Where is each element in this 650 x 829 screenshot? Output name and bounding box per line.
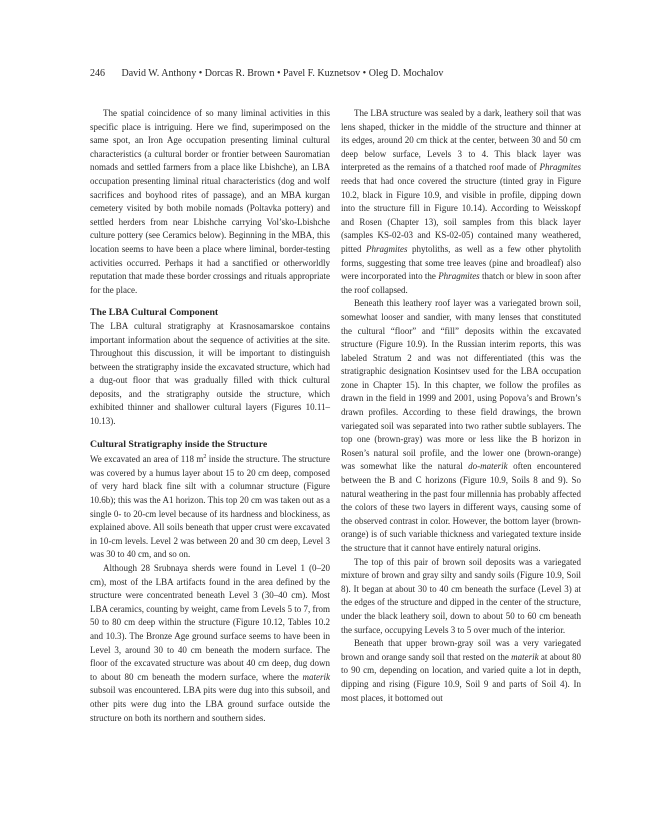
section-heading: Cultural Stratigraphy inside the Structure	[90, 438, 268, 450]
paragraph: We excavated an area of 118 $m^2$ inside the structure. The structure was covered by a humus layer about 15 to 20 cm deep, composed of very hard black fine silt with a columnar structure (Figure 10.6b); this was the A1 horizon. This top 20 cm was taken out as a single 0- to 20-cm level because of its hardness and blockiness, as explained above. All soils beneath that upper crust were excavated in 10-cm levels. Level 2 was between 20 and 30 cm deep, Level 3 was 30 to 40 cm, and so on.	[90, 454, 330, 560]
running-header	[90, 68, 610, 79]
paragraph: The spatial coincidence of so many liminal activities in this specific place is intriguing. Here we find, superimposed on the same spot, an Iron Age occupation presenting liminal cultural characteristics (a cultural border or frontier between Sauromatian nomads and settled farmers from a place like Lbishche), an LBA occupation presenting liminal ritual characteristics (dog and wolf sacrifices and boyhood rites of passage), and an MBA kurgan cemetery visited by both mobile nomads (Poltavka pottery) and settled herders from near Lbishche carrying Vol’sko-Lbishche culture pottery (see Ceramics below). Beginning in the MBA, this location seems to have been a place where liminal, border-testing activities occurred. Perhaps it had a sanctified or otherworldly reputation that made these border crossings and rituals appropriate for the place.	[90, 108, 330, 295]
right-column	[341, 107, 581, 705]
paragraph: Although 28 Srubnaya sherds were found in Level 1 (0–20 cm), most of the LBA artifacts found in the area defined by the structure were concentrated beneath Level 3 (30–40 cm). Most LBA ceramics, counting by weight, came from Levels 5 to 7, from 50 to 80 cm deep within the structure (Figure 10.12, Tables 10.2 and 10.3). The Bronze Age ground surface seems to have been in Level 3, around 30 to 40 cm beneath the modern surface. The floor of the excavated structure was about 40 cm deep, dug down to about 80 cm beneath the modern surface, where the materik subsoil was encountered. LBA pits were dug into this subsoil, and other pits were dug into the LBA ground surface outside the structure on both its northern and southern sides.	[90, 563, 330, 723]
page-number: 246	[90, 68, 105, 79]
left-column	[90, 107, 330, 725]
authors-line: David W. Anthony • Dorcas R. Brown • Pavel F. Kuznetsov • Oleg D. Mochalov	[121, 68, 444, 79]
paragraph: The LBA cultural stratigraphy at Krasnosamarskoe contains important information about the sequence of activities at the site. Throughout this discussion, it will be important to distinguish between the stratigraphy inside the excavated structure, which had a dug-out floor that was gradually filled with thick cultural deposits, and the stratigraphy outside the structure, which exhibited thinner and shallower cultural layers (Figures 10.11–10.13).	[90, 320, 330, 427]
section-heading: The LBA Cultural Component	[90, 307, 219, 319]
paragraph: Beneath that upper brown-gray soil was a very variegated brown and orange sandy soil that rested on the materik at about 80 to 90 cm, depending on location, and varied quite a lot in depth, dipping and rising (Figure 10.9, Soil 9 and parts of Soil 4). In most places, it bottomed out	[341, 638, 581, 703]
paragraph: Beneath this leathery roof layer was a variegated brown soil, somewhat looser and sandier, with many lenses that constituted the cultural “floor” and “fill” deposits within the excavated structure (Figure 10.9). In the Russian interim reports, this was labeled Stratum 2 and was not differentiated (this was the stratigraphic designation Kosintsev used for the LBA occupation zone in Chapter 15). In this chapter, we follow the profiles as drawn in the field in 1999 and 2001, using Popova’s and Brown’s drawn profiles. According to these field drawings, the brown variegated soil was separated into two rather subtle sublayers. The top one (brown-gray) was more or less like the B horizon in Rosen’s natural soil profile, and the lower one (brown-orange) was somewhat like the natural do-materik often encountered between the B and C horizons (Figure 10.9, Soils 8 and 9). So natural weathering in the past four millennia has probably affected the colors of these two layers in different ways, causing some of the observed contrast in color. However, the bottom layer (brown-orange) is of such variable thickness and variegated texture inside the structure that it cannot have entirely natural origins.	[341, 298, 581, 553]
paragraph: The LBA structure was sealed by a dark, leathery soil that was lens shaped, thicker in the middle of the structure and thinner at its edges, around 20 cm thick at the center, between 30 and 50 cm deep below surface, Levels 3 to 4. This black layer was interpreted as the remains of a thatched roof made of Phragmites reeds that had once covered the structure (tinted gray in Figure 10.2, black in Figure 10.9, and visible in profile, dipping down into the structure fill in Figure 10.14). According to Weisskopf and Rosen (Chapter 13), soil samples from this black layer (samples KS-02-03 and KS-02-05) contained many weathered, pitted Phragmites phytoliths, as well as a few other phytolith forms, suggesting that some tree leaves (pine and broadleaf) also were incorporated into the Phragmites thatch or blew in soon after the roof collapsed.	[341, 108, 581, 295]
paragraph: The top of this pair of brown soil deposits was a variegated mixture of brown and gray silty and sandy soils (Figure 10.9, Soil 8). It began at about 30 to 40 cm beneath the surface (Level 3) at the edges of the structure and dipped in the center of the structure, under the black leathery soil, down to about 50 to 60 cm beneath the surface, occupying Levels 3 to 5 over much of the interior.	[341, 556, 581, 635]
